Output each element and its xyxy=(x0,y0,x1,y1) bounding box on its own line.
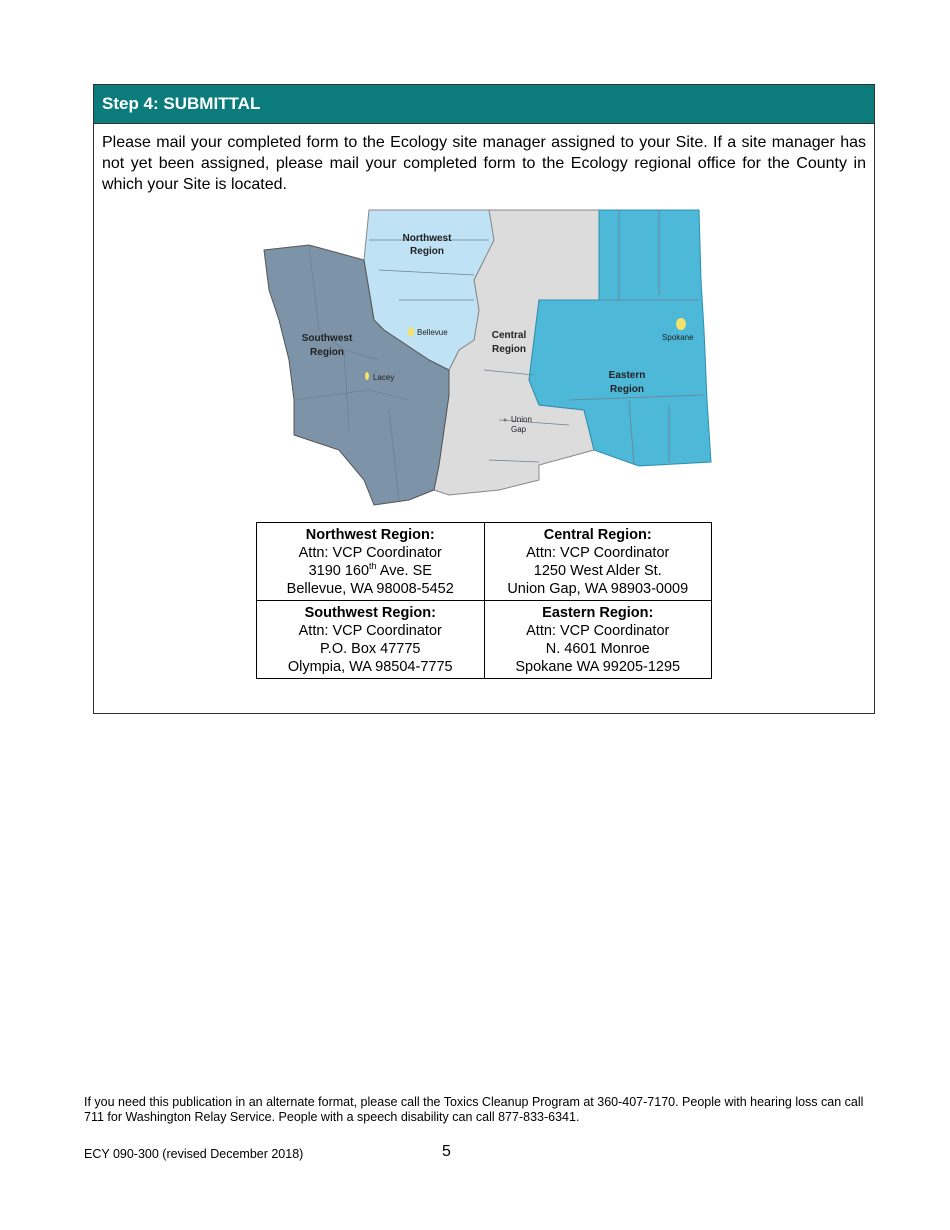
eastern-office-street: N. 4601 Monroe xyxy=(545,641,650,657)
southwest-label: Southwest xyxy=(301,333,353,344)
southwest-office-city: Olympia, WA 98504-7775 xyxy=(287,659,453,675)
northwest-street-rest: Ave. SE xyxy=(376,563,432,579)
bellevue-marker xyxy=(408,327,414,337)
northwest-office-street xyxy=(261,562,480,580)
central-label: Central xyxy=(491,330,527,341)
page-number: 5 xyxy=(442,1143,451,1160)
southwest-office-cell xyxy=(257,601,485,679)
table-row xyxy=(257,601,712,679)
intro-paragraph: Please mail your completed form to the Ecology site manager assigned to your Site. If a site manager has not yet been assigned, please mail your completed form to the Ecology regional office for the County in which your Site is located. xyxy=(102,134,866,193)
southwest-label-2: Region xyxy=(310,347,344,358)
eastern-label: Eastern xyxy=(608,370,646,381)
central-office-name: Central Region: xyxy=(543,527,652,543)
central-label-2: Region xyxy=(492,344,526,355)
southwest-office-name: Southwest Region: xyxy=(304,605,436,621)
union-gap-label: Union xyxy=(511,415,532,424)
submittal-section xyxy=(93,84,875,714)
northwest-label-2: Region xyxy=(410,246,444,257)
eastern-office-attn: Attn: VCP Coordinator xyxy=(526,623,670,639)
northwest-office-name: Northwest Region: xyxy=(305,527,435,543)
table-row xyxy=(257,523,712,601)
eastern-office-city: Spokane WA 99205-1295 xyxy=(515,659,681,675)
publication-code: ECY 090-300 (revised December 2018) xyxy=(84,1147,304,1161)
accessibility-note: If you need this publication in an alternate format, please call the Toxics Cleanup Program at 360-407-7170. People with hearing loss can call 711 for Washington Relay Service. People with a speech disability can call 877-833-6341. xyxy=(84,1095,864,1124)
northwest-street-suffix: th xyxy=(369,561,377,572)
eastern-office-cell xyxy=(484,601,712,679)
northwest-office-attn: Attn: VCP Coordinator xyxy=(298,545,442,561)
union-gap-label-2: Gap xyxy=(511,425,527,434)
southwest-office-attn: Attn: VCP Coordinator xyxy=(298,623,442,639)
eastern-office-name: Eastern Region: xyxy=(542,605,654,621)
lacey-marker xyxy=(365,372,369,380)
bellevue-label: Bellevue xyxy=(417,328,448,337)
central-office-attn: Attn: VCP Coordinator xyxy=(526,545,670,561)
central-office-cell xyxy=(484,523,712,601)
section-header: Step 4: SUBMITTAL xyxy=(94,85,874,124)
spokane-label: Spokane xyxy=(662,333,694,342)
union-gap-marker xyxy=(504,419,507,422)
central-office-city: Union Gap, WA 98903-0009 xyxy=(507,581,689,597)
spokane-marker xyxy=(676,318,686,330)
northwest-office-cell xyxy=(257,523,485,601)
central-office-street: 1250 West Alder St. xyxy=(533,563,662,579)
southwest-office-street: P.O. Box 47775 xyxy=(319,641,421,657)
northwest-label: Northwest xyxy=(402,233,452,244)
northwest-street-number: 3190 160 xyxy=(308,563,370,579)
northwest-office-city: Bellevue, WA 98008-5452 xyxy=(286,581,454,597)
lacey-label: Lacey xyxy=(373,373,395,382)
washington-regions-map xyxy=(249,200,721,518)
regional-offices-table xyxy=(256,522,712,679)
eastern-label-2: Region xyxy=(610,384,644,395)
